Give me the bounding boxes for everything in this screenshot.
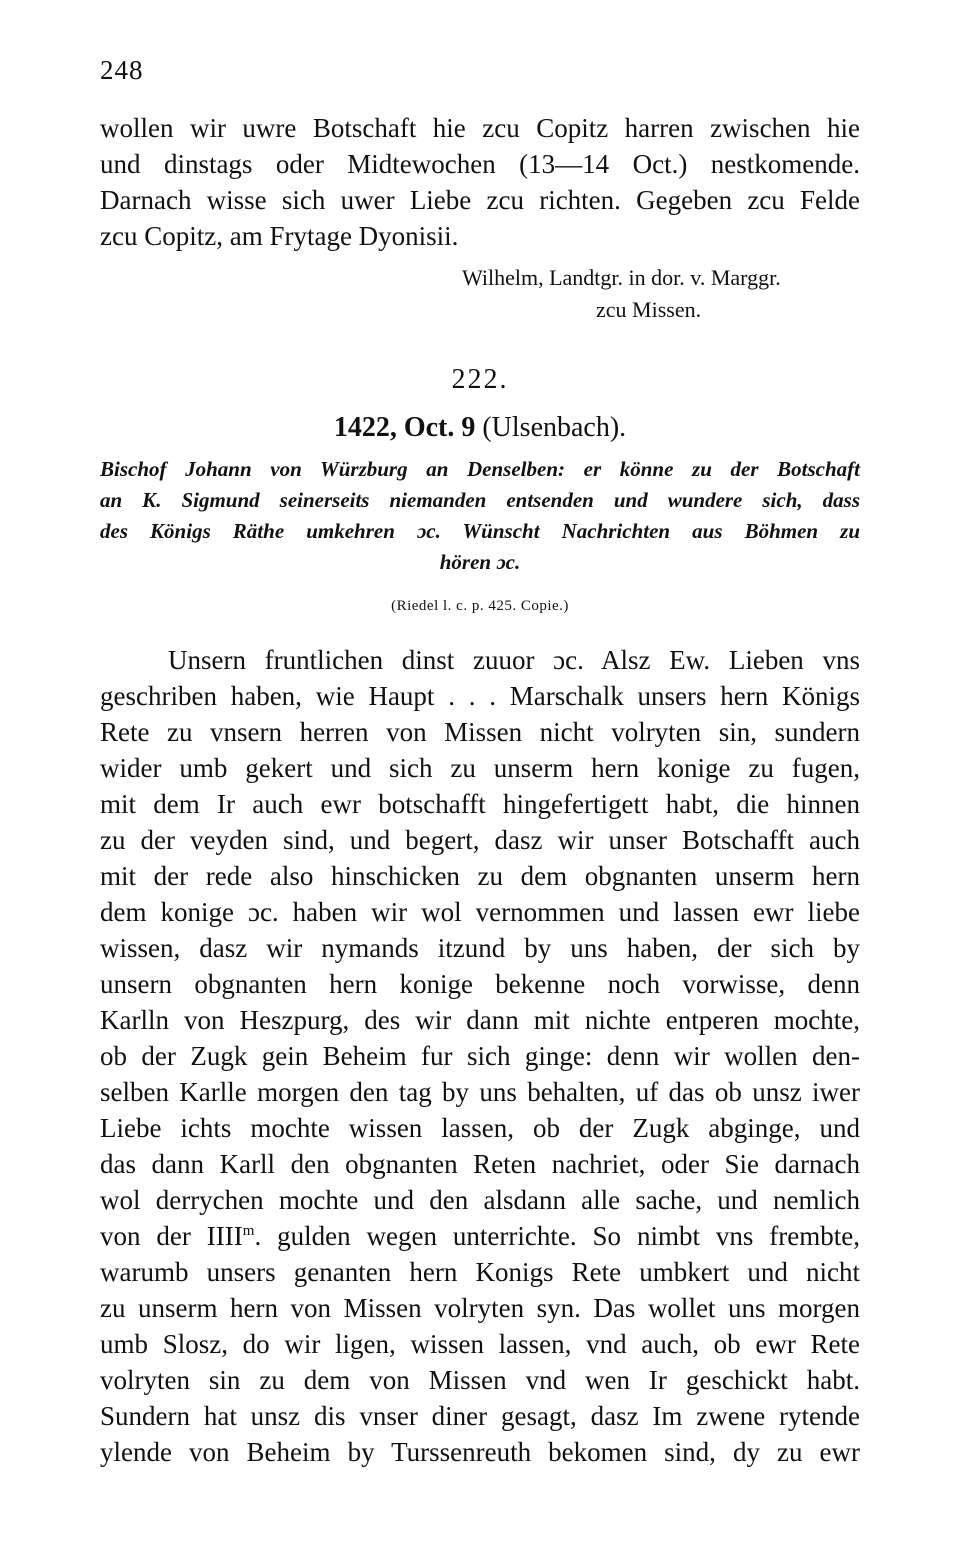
body-line: Liebe ichts mochte wissen lassen, ob der Zugk abginge, und [100,1113,860,1143]
body-line: wissen, dasz wir nymands itzund by uns haben, der sich by [100,933,860,963]
document-number: 222. [451,364,509,395]
body-line: mit der rede also hinschicken zu dem obgnanten unserm hern [100,861,860,891]
body-line: mit dem Ir auch ewr botschafft hingefertigett habt, die hinnen [100,789,860,819]
body-line: wol derrychen mochte und den alsdann alle sache, und nemlich [100,1185,860,1215]
signature-block [100,262,860,326]
body-line: ob der Zugk gein Beheim fur sich ginge: denn wir wollen den- [100,1041,860,1071]
body-line: selben Karlle morgen den tag by uns behalten, uf das ob unsz iwer [100,1077,860,1107]
body-line: volryten sin zu dem von Missen vnd wen Ir geschickt habt. [100,1365,860,1395]
document-summary [100,454,860,578]
body-line: Karlln von Heszpurg, des wir dann mit nichte entperen mochte, [100,1005,860,1035]
body-line: das dann Karll den obgnanten Reten nachriet, oder Sie darnach [100,1149,860,1179]
summary-line: des Königs Räthe umkehren ɔc. Wünscht Nachrichten aus Böhmen zu [100,519,860,543]
signature-place: zcu Missen. [596,297,702,322]
summary-line: Bischof Johann von Würzburg an Denselben: er könne zu der Botschaft [100,457,860,481]
summary-line: hören ɔc. [439,550,521,574]
body-line-part: von der IIII [100,1221,243,1251]
letter-closing-text [100,110,860,254]
text-line: wollen wir uwre Botschaft hie zcu Copitz harren zwischen hie [100,113,860,143]
body-line: Rete zu vnsern herren von Missen nicht volryten sin, sundern [100,717,860,747]
body-line: Sundern hat unsz dis vnser diner gesagt, dasz Im zwene rytende [100,1401,860,1431]
body-line: unsern obgnanten hern konige bekenne noch vorwisse, denn [100,969,860,999]
document-place: (Ulsenbach). [475,412,627,443]
document-date-heading [100,408,860,448]
body-line-part: . gulden wegen unterrichte. So nimbt vns frembte, [254,1221,860,1251]
body-line: wider umb gekert und sich zu unserm hern konige zu fugen, [100,753,860,783]
text-line: Darnach wisse sich uwer Liebe zcu richten. Gegeben zcu Felde [100,185,860,215]
body-line: zu der veyden sind, und begert, dasz wir unser Botschafft auch [100,825,860,855]
body-line: Unsern fruntlichen dinst zuuor ɔc. Alsz Ew. Lieben vns [168,645,860,675]
document-date: 1422, Oct. 9 [333,412,476,443]
page-number: 248 [100,55,144,85]
body-line: ylende von Beheim by Turssenreuth bekomen sind, dy zu ewr [100,1437,860,1467]
body-line: geschriben haben, wie Haupt . . . Marschalk unsers hern Königs [100,681,860,711]
superscript: m [242,1223,255,1239]
document-page [100,52,860,1470]
body-line-with-superscript [100,1218,860,1254]
letter-body [100,642,860,1470]
body-line: dem konige ɔc. haben wir wol vernommen und lassen ewr liebe [100,897,860,927]
summary-line: an K. Sigmund seinerseits niemanden entsenden und wundere sich, dass [100,488,860,512]
body-line: umb Slosz, do wir ligen, wissen lassen, vnd auch, ob ewr Rete [100,1329,860,1359]
body-line: warumb unsers genanten hern Konigs Rete umbkert und nicht [100,1257,860,1287]
source-citation: (Riedel l. c. p. 425. Copie.) [391,598,569,614]
signature-name: Wilhelm, Landtgr. in dor. v. Marggr. [462,265,781,290]
body-line: zu unserm hern von Missen volryten syn. Das wollet uns morgen [100,1293,860,1323]
text-line: und dinstags oder Midtewochen (13—14 Oct.) nestkomende. [100,149,860,179]
text-line: zcu Copitz, am Frytage Dyonisii. [100,221,459,251]
